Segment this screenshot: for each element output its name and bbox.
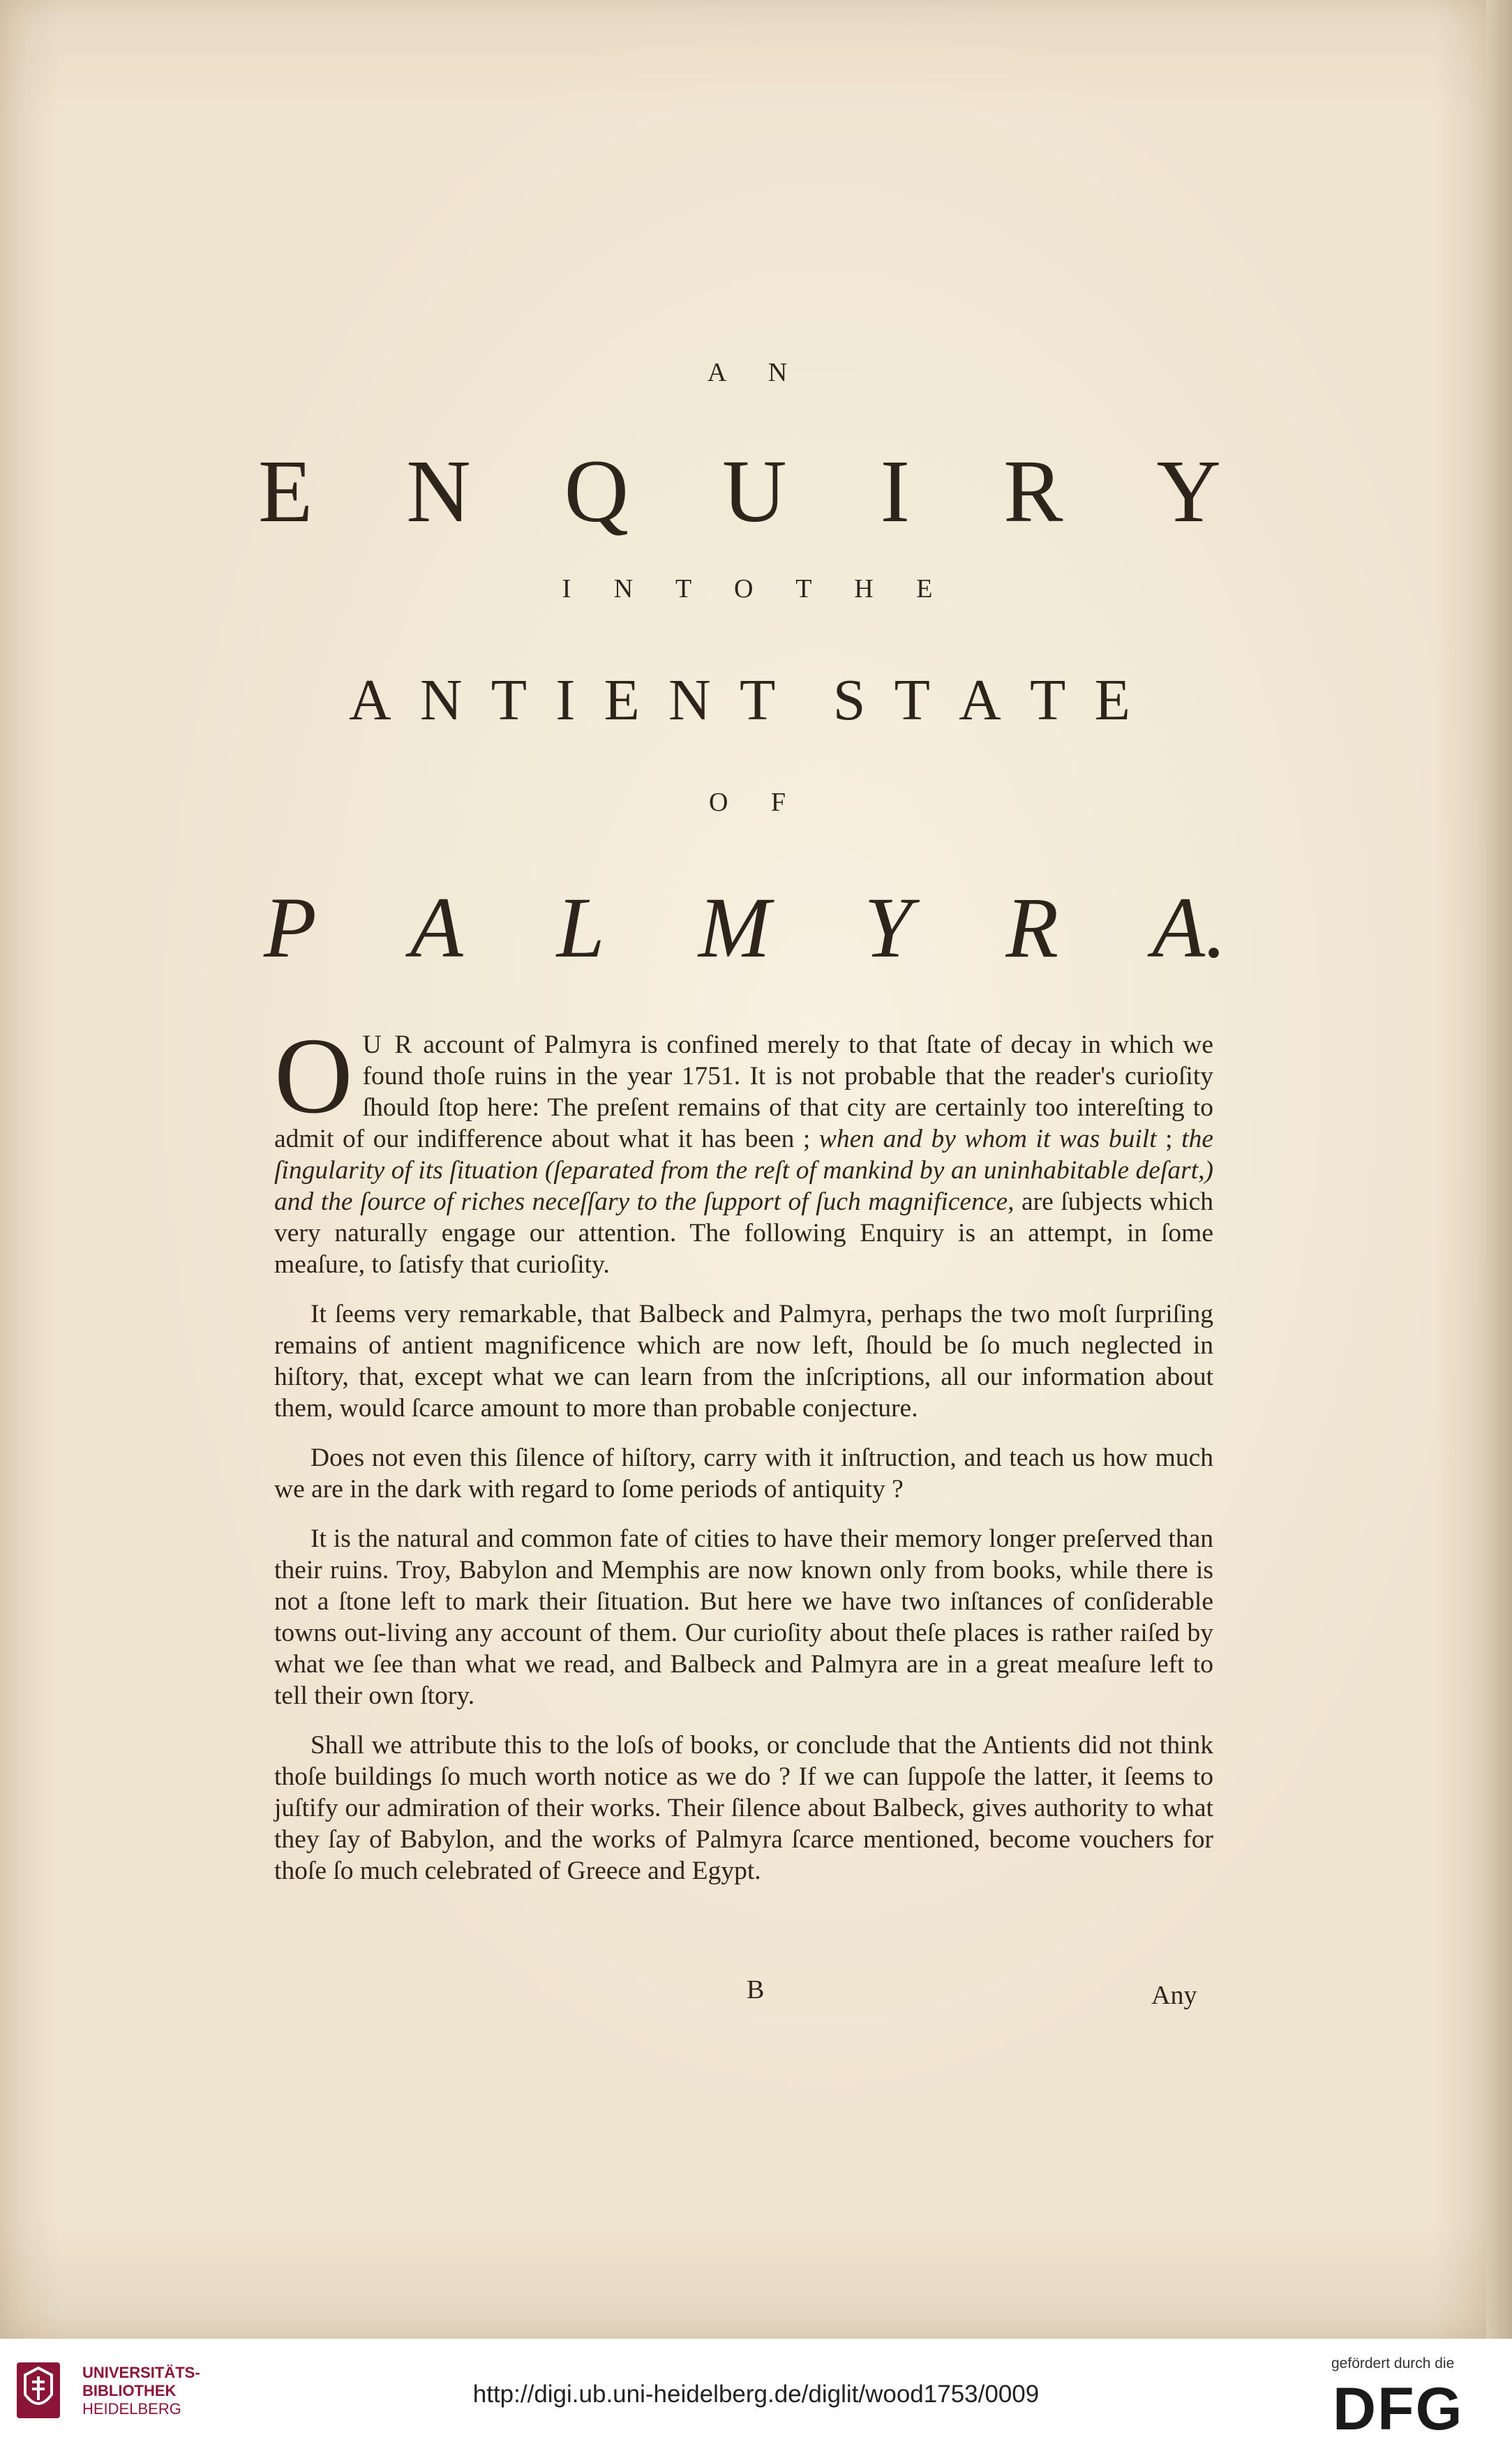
title-antient-letter: T — [739, 668, 776, 733]
catchword: Any — [1151, 1981, 1197, 2010]
drop-cap: O — [274, 1015, 353, 1136]
opening-caps: U R — [362, 1031, 414, 1059]
title-enquiry-letter: Y — [1156, 442, 1221, 541]
title-state-letter: T — [1030, 668, 1066, 733]
page-edge — [1486, 0, 1512, 2339]
title-antient-letter: T — [491, 668, 527, 733]
paragraph-3: Does not even this ſilence of hiſtory, carry with it inſtruction, and teach us how much we are in the dark with regard to ſome periods of antiquity ? — [274, 1444, 1213, 1504]
paragraph-1 — [274, 1015, 1213, 1280]
title-palmyra-letter: A. — [1152, 880, 1227, 975]
title-palmyra-letter: Y — [864, 880, 913, 975]
permalink-url[interactable]: http://digi.ub.uni-heidelberg.de/diglit/wood1753/0009 — [472, 2381, 1040, 2408]
title-enquiry-letter: I — [880, 442, 911, 541]
title-an: A N — [707, 358, 806, 387]
title-enquiry-letter: U — [722, 442, 787, 541]
title-palmyra-letter: P — [264, 880, 317, 975]
paragraph-1-text-a: account of Palmyra is confined merely to that ſtate of decay in which we found thoſe ruins in the year 1751. It is not probable that the reader's curioſity ſhould ſtop here: The preſent remains of that city are certainly too intereſting to admit of our indifference about what it has been ; — [274, 1031, 1213, 1153]
dfg-logo-icon — [1330, 2379, 1485, 2436]
library-name-line-1: UNIVERSITÄTS- — [82, 2364, 200, 2381]
signature-mark: B — [747, 1975, 765, 2004]
title-enquiry — [258, 442, 1221, 541]
paragraph-1-italic-b: the ſingularity of its ſituation (ſeparated from the reſt of mankind by an uninhabitable deſart,) and the ſource of riches neceſſary to the ſupport of ſuch magnificence, — [274, 1125, 1213, 1216]
footer-bar — [0, 2339, 1512, 2458]
title-palmyra — [264, 880, 1227, 975]
body-text — [274, 1015, 1213, 1905]
title-enquiry-letter: N — [406, 442, 471, 541]
title-state-letter: E — [1094, 668, 1130, 733]
funded-by-label: gefördert durch die — [1331, 2355, 1455, 2371]
title-palmyra-letter: L — [556, 880, 605, 975]
title-state-letter: S — [832, 668, 866, 733]
title-of: O F — [708, 788, 804, 817]
title-state-letter: T — [894, 668, 930, 733]
paragraph-5: Shall we attribute this to the loſs of books, or conclude that the Antients did not think thoſe buildings ſo much worth notice as we do ? If we can ſuppoſe the latter, it ſeems to juſtify our admiration of their works. Their ſilence about Balbeck, gives authority to what they ſay of Babylon, and the works of Palmyra ſcarce mentioned, become vouchers for thoſe ſo much celebrated of Greece and Egypt. — [274, 1731, 1213, 1885]
title-antient-letter: E — [604, 668, 640, 733]
paragraph-4: It is the natural and common fate of cities to have their memory longer preſerved than their ruins. Troy, Babylon and Memphis are now known only from books, while there is not a ſtone left to mark their ſituation. But here we have two inſtances of conſiderable towns out-living any account of them. Our curioſity about theſe places is rather raiſed by what we ſee than what we read, and Balbeck and Palmyra are in a great meaſure left to tell their own ſtory. — [274, 1524, 1213, 1710]
title-enquiry-letter: E — [258, 442, 313, 541]
library-name-line-3: HEIDELBERG — [82, 2400, 181, 2418]
library-name-line-2: BIBLIOTHEK — [82, 2382, 177, 2399]
paragraph-1-italic-a: when and by whom it was built — [818, 1125, 1157, 1153]
title-state-letter: A — [959, 668, 1001, 733]
title-antient-letter: N — [419, 668, 463, 733]
paragraph-1-text-b: ; — [1156, 1125, 1182, 1153]
title-antient-letter: N — [668, 668, 711, 733]
title-enquiry-letter: R — [1003, 442, 1063, 541]
title-enquiry-letter: Q — [564, 442, 629, 541]
paragraph-2: It ſeems very remarkable, that Balbeck and Palmyra, perhaps the two moſt ſurpriſing remains of antient magnificence which are now left, ſhould be ſo much neglected in hiſtory, that, except what we can learn from the inſcriptions, all our information about them, would ſcarce amount to more than probable conjecture. — [274, 1300, 1213, 1423]
title-antient-state — [349, 668, 1130, 733]
title-palmyra-letter: A — [410, 880, 463, 975]
paragraph-1-text-c: are ſubjects which very naturally engage our attention. The following Enquiry is an attempt, in ſome meaſure, to ſatisfy that curioſity. — [274, 1187, 1213, 1279]
title-palmyra-letter: R — [1005, 880, 1059, 975]
title-into-the: I N T O T H E — [562, 574, 951, 604]
title-antient-letter: I — [555, 668, 576, 733]
title-antient-letter: A — [349, 668, 391, 733]
title-palmyra-letter: M — [698, 880, 771, 975]
dfg-logo-text: DFG — [1333, 2379, 1464, 2436]
